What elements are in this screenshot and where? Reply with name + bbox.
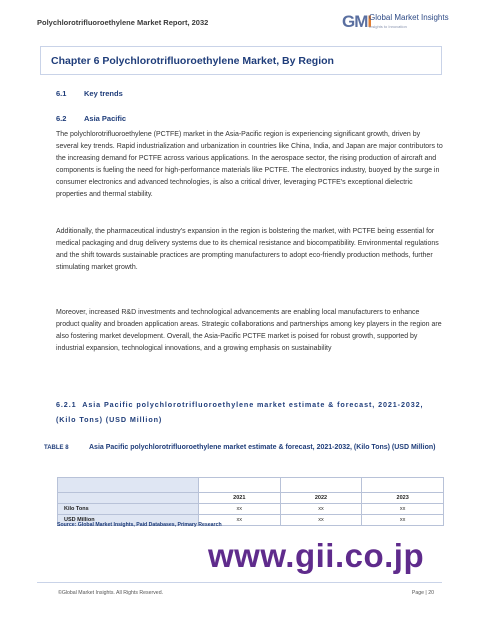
subsection-number: 6.2.1 <box>56 400 77 409</box>
section-title: Asia Pacific <box>84 114 127 123</box>
table-row-label: Kilo Tons <box>58 504 199 515</box>
paragraph-3: Moreover, increased R&D investments and technological advancements are enabling local manufacturers to enhance product quality and broaden application areas. Strategic collaborations and partnerships among key players in the region are also fostering market development. Overall, the Asia-Pacific PCTFE market is poised for robust growth, supported by industrial expansion, technological innovations, and a growing emphasis on sustainability <box>56 309 442 353</box>
chapter-title: Chapter 6 Polychlorotrifluoroethylene Market, By Region <box>51 55 334 67</box>
table-row-label: USD Million <box>58 515 199 526</box>
table-header-row <box>58 493 444 504</box>
footer-copyright: ©Global Market Insights. All Rights Reserved. <box>58 590 164 596</box>
table-spacer-row <box>58 478 444 493</box>
table-spacer-cell <box>280 478 362 493</box>
table-cell: xx <box>280 515 362 526</box>
paragraph-2: Additionally, the pharmaceutical industry's expansion in the region is bolstering the market, with PCTFE being essential for medical packaging and drug delivery systems due to its chemical resistance and biocompatibility. Environmental regulations and the shift towards sustainable practices are prompting manufacturers to adopt eco-friendly production methods, further stimulating market growth. <box>56 228 439 272</box>
paragraph-1: The polychlorotrifluoroethylene (PCTFE) market in the Asia-Pacific region is experiencing significant growth, driven by several key trends. Rapid industrialization and urbanization in countries like China, India, and Japan are major contributors to the increasing demand for PCTFE across various applications. In the aerospace sector, the rising production of aircraft and components is fueling the need for high-performance materials like PCTFE. The electronics industry, buoyed by the surge in consumer electronics and advanced technologies, is also a critical driver, leveraging PCTFE's exceptional dielectric properties and thermal stability. <box>56 131 443 199</box>
data-table <box>57 477 444 526</box>
logo-tagline: Insights to Innovation <box>369 24 407 29</box>
table-cell: xx <box>362 515 444 526</box>
table-cell: xx <box>198 515 280 526</box>
table-cell: xx <box>198 504 280 515</box>
table-header-cell: 2023 <box>362 493 444 504</box>
table-source: Source: Global Market Insights, Paid Databases, Primary Research <box>57 522 222 528</box>
table-caption <box>22 440 462 456</box>
section-6-2-heading <box>56 114 126 123</box>
page-header <box>0 0 480 40</box>
logo-mark: GMI <box>342 12 372 31</box>
section-6-1-heading <box>56 89 123 98</box>
chapter-title-box <box>40 46 442 75</box>
table-spacer-cell <box>58 478 199 493</box>
section-title: Key trends <box>84 89 123 98</box>
table-label: TABLE 8 <box>44 445 69 451</box>
page-footer <box>37 582 442 602</box>
subsection-title: Asia Pacific polychlorotrifluoroethylene market estimate & forecast, 2021-2032, (Kilo Tons) (USD Million) <box>56 400 424 424</box>
report-title: Polychlorotrifluoroethylene Market Report, 2032 <box>37 18 209 27</box>
table-spacer-cell <box>362 478 444 493</box>
table-header-cell: 2021 <box>198 493 280 504</box>
table-header-cell <box>58 493 199 504</box>
subsection-6-2-1-heading <box>56 398 446 427</box>
section-number: 6.1 <box>56 89 67 98</box>
table-cell: xx <box>280 504 362 515</box>
table-row <box>58 504 444 515</box>
watermark: www.gii.co.jp <box>208 537 425 574</box>
table-header-cell: 2022 <box>280 493 362 504</box>
gmi-logo <box>342 10 452 36</box>
section-number: 6.2 <box>56 114 67 123</box>
table-caption-text: Asia Pacific polychlorotrifluoroethylene market estimate & forecast, 2021-2032, (Kilo Tons) (USD Million) <box>89 444 436 451</box>
page-number: Page | 20 <box>411 590 434 596</box>
logo-name: Global Market Insights <box>369 13 449 22</box>
table-cell: xx <box>362 504 444 515</box>
table-spacer-cell <box>198 478 280 493</box>
